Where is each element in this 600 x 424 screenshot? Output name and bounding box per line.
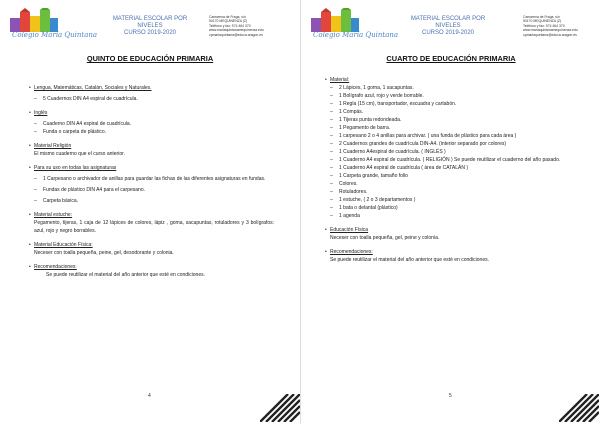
list-item: – 1 Compás. (330, 108, 578, 116)
page-title: QUINTO DE EDUCACIÓN PRIMARIA (86, 54, 214, 63)
section-text: Se puede reutilizar el material del año anterior que esté en condiciones. (46, 272, 205, 278)
address-line: 50170 MEQUINENZA (Z) (209, 19, 248, 24)
list-item: – 1 Cuaderno A4 espiral de cuadrícula. ( RELIGIÓN ) Se puede reutilizar el cuaderno del año pasado. (330, 156, 578, 164)
address-line: cpmariaquintana@educa.aragon.es (523, 32, 577, 37)
list-item: – 1 estuche, ( 2 o 3 departamentos ) (330, 196, 578, 204)
corner-stripes-icon (559, 394, 599, 422)
header-title-line1: MATERIAL ESCOLAR POR NIVELES (112, 16, 188, 29)
page-number: 4 (148, 393, 151, 399)
header-title-line1: MATERIAL ESCOLAR POR NIVELES (410, 16, 486, 29)
list-item: – 1 Cuaderno A4 espiral de cuadrícula ( área de CATALÁN ) (330, 164, 578, 172)
list-item: – Carpeta básica. (34, 197, 274, 205)
section-heading: • Inglés (34, 109, 274, 117)
list-item: – 1 Pegamento de barra. (330, 124, 578, 132)
list-item: – 5 Cuadernos DIN A4 espiral de cuadrícula. (34, 95, 274, 103)
section-heading: • Educación Física (330, 226, 578, 234)
address-line: 50170 MEQUINENZA (Z) (523, 19, 562, 24)
section-heading: • Para su uso en todas las asignaturas (34, 164, 274, 172)
list-item: – Colores. (330, 180, 578, 188)
list-item: – Funda o carpeta de plástico. (34, 128, 274, 136)
list-item: – 1 Bolígrafo azul, rojo y verde borrable. (330, 92, 578, 100)
page-title: CUARTO DE EDUCACIÓN PRIMARIA (386, 54, 516, 63)
address-line: www.mariaquintanamequinenza.edu (523, 28, 578, 33)
header-address (209, 15, 264, 37)
header-title (398, 16, 498, 37)
section-heading: • Material estuche: (34, 211, 274, 219)
address-line: www.mariaquintanamequinenza.edu (209, 28, 264, 33)
list-item: – Cuaderno DIN A4 espiral de cuadrícula. (34, 120, 274, 128)
section-heading: • Material: (330, 76, 578, 84)
list-item: – 1 Tijeras punta redondeada. (330, 116, 578, 124)
section-text: Neceser con toalla pequeña, gel, peine y colonia. (330, 235, 440, 241)
section-heading: • Material Educación Física: (34, 241, 274, 249)
header-title-line2: CURSO 2019-2020 (421, 30, 475, 36)
list-item: – 1 Regla (15 cm), transportador, escuadra y cartabón. (330, 100, 578, 108)
section-text: Se puede reutilizar el material del año anterior que esté en condiciones. (330, 257, 489, 263)
section-heading: • Recomendaciones: (330, 248, 578, 256)
list-item: – 2 Lápices, 1 goma, 1 sacapuntas. (330, 84, 578, 92)
section-text: Pegamento, tijeras, 1 caja de 12 lápices de colores, lápiz , goma, sacapuntas, rotuladores y 3 bolígrafos: azul, rojo y negro borrables. (34, 220, 274, 234)
section-heading: • Material Religión (34, 142, 274, 150)
section-text: El mismo cuaderno que el curso anterior. (34, 151, 125, 157)
list-item: – Rotuladores. (330, 188, 578, 196)
page-number: 5 (449, 393, 452, 399)
address-line: Camarena de Fraga, s/n (523, 15, 560, 19)
right-content (330, 76, 578, 264)
header-title (100, 16, 200, 37)
header-address (523, 15, 578, 37)
address-line: Teléfono y fax: 974 464 370 (523, 23, 565, 28)
header-title-line2: CURSO 2019-2020 (123, 30, 177, 36)
left-content (34, 84, 274, 279)
list-item: – 1 Carpeta grande, tamaño folio (330, 172, 578, 180)
list-item: – 1 agenda (330, 212, 578, 220)
list-item: – 1 Carpesano o archivador de anillas para guardar las fichas de las diferentes asignaturas en fundas. (34, 175, 274, 183)
corner-stripes-icon (260, 394, 300, 422)
list-item: – 2 Cuadernos grandes de cuadrícula DIN-A4. (interior separado por colores) (330, 140, 578, 148)
address-line: Teléfono y fax: 974 464 370 (209, 23, 251, 28)
list-item: – 1 Cuaderno A4espiral de cuadrícula. ( INGLÉS ) (330, 148, 578, 156)
section-heading: • Lengua, Matemáticas, Catalán, Sociales y Naturales. (34, 84, 274, 92)
right-page (300, 0, 600, 424)
list-item: – 1 bata o delantal (plástico) (330, 204, 578, 212)
address-line: Camarena de Fraga, s/n (209, 15, 246, 19)
school-name: Colegio María Quintana (313, 31, 399, 39)
address-line: cpmariaquintana@educa.aragon.es (209, 32, 263, 37)
school-name: Colegio María Quintana (12, 31, 98, 39)
section-text: Neceser con toalla pequeña, peine, gel, desodorante y colonia. (34, 250, 174, 256)
list-item: – Fundas de plástico DIN A4 para el carpesano. (34, 186, 274, 194)
list-item: – 1 carpesano 2 o 4 anillas para archivar. ( una funda de plástico para cada área ) (330, 132, 578, 140)
material-list (330, 84, 578, 220)
section-heading: • Recomendaciones: (34, 263, 274, 271)
